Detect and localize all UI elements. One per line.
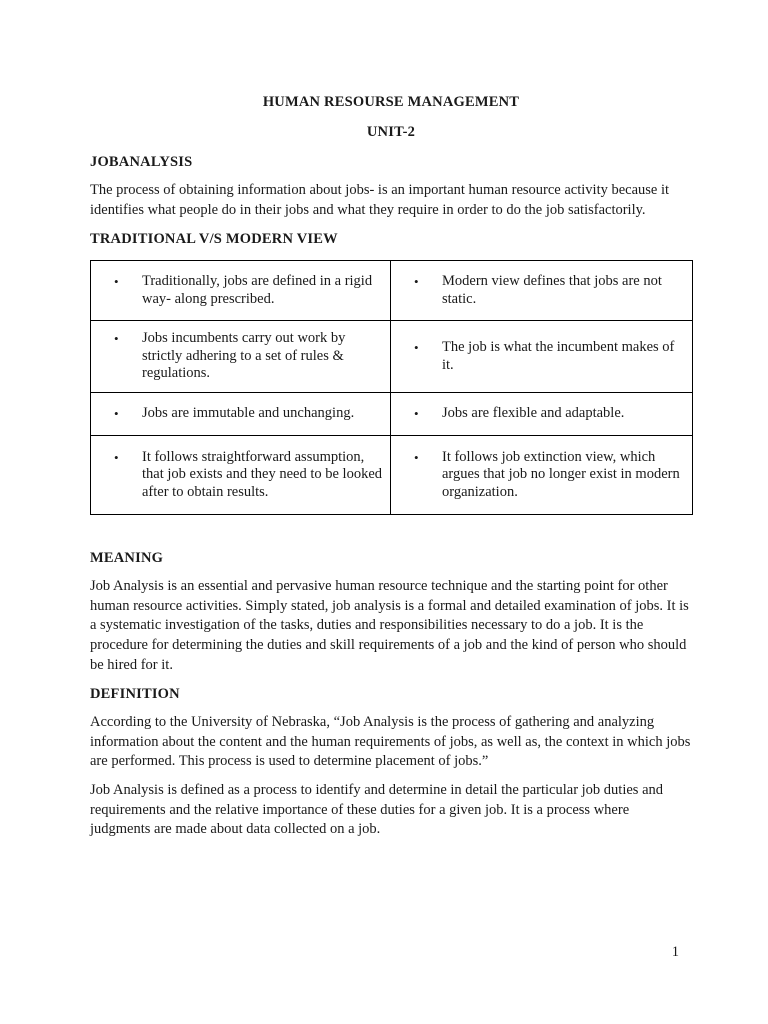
bullet-icon: •	[414, 340, 419, 356]
table-cell-modern	[391, 393, 693, 436]
table-cell-traditional	[91, 393, 391, 436]
bullet-icon: •	[114, 449, 119, 465]
bullet-icon: •	[114, 274, 119, 290]
traditional-view-text: Traditionally, jobs are defined in a rigid way- along prescribed.	[142, 273, 373, 307]
traditional-view-text: Jobs are immutable and unchanging.	[142, 405, 355, 422]
table-row	[91, 321, 693, 393]
table-cell-traditional	[91, 321, 391, 393]
page-content	[90, 92, 692, 840]
document-title: HUMAN RESOURSE MANAGEMENT	[262, 94, 520, 110]
definition-paragraph: According to the University of Nebraska, “Job Analysis is the process of gathering and analyzing information about the content and the human requirements of jobs, as well as, the context in which jobs are performed. This process is used to determine placement of jobs.”	[90, 714, 691, 770]
bullet-icon: •	[414, 274, 419, 290]
unit-title: UNIT-2	[366, 124, 416, 140]
meaning-paragraph: Job Analysis is an essential and pervasive human resource technique and the starting point for other human resource activities. Simply stated, job analysis is a formal and detailed examination of jobs. It is a systematic investigation of the tasks, duties and responsibilities necessary to do a job. It is the procedure for determining the duties and skill requirements of a job and the kind of person who should be hired for it.	[90, 578, 689, 673]
table-cell-traditional	[91, 436, 391, 515]
traditional-vs-modern-heading: TRADITIONAL V/S MODERN VIEW	[90, 231, 338, 248]
job-analysis-paragraph: The process of obtaining information about jobs- is an important human resource activity because it identifies what people do in their jobs and what they require in order to do the job satisfactorily.	[90, 182, 670, 218]
page-number: 1	[671, 944, 679, 960]
table-cell-modern	[391, 321, 693, 393]
traditional-view-text: Jobs incumbents carry out work by strictly adhering to a set of rules & regulations.	[142, 330, 346, 382]
bullet-icon: •	[114, 406, 119, 422]
modern-view-text: Jobs are flexible and adaptable.	[442, 405, 625, 422]
job-analysis-heading: JOBANALYSIS	[90, 154, 193, 170]
table-row	[91, 393, 693, 436]
definition-heading: DEFINITION	[90, 686, 180, 703]
table-cell-modern	[391, 261, 693, 321]
bullet-icon: •	[114, 331, 119, 347]
traditional-view-text: It follows straightforward assumption, that job exists and they need to be looked after to obtain results.	[142, 448, 383, 500]
bullet-icon: •	[414, 449, 419, 465]
meaning-heading: MEANING	[90, 550, 164, 567]
bullet-icon: •	[414, 406, 419, 422]
table-cell-modern	[391, 436, 693, 515]
modern-view-text: The job is what the incumbent makes of it.	[442, 339, 675, 373]
definition-paragraph: Job Analysis is defined as a process to identify and determine in detail the particular job duties and requirements and the relative importance of these duties for a given job. It is a process where judgments are made about data collected on a job.	[90, 781, 664, 838]
table-row	[91, 436, 693, 515]
comparison-table	[90, 260, 693, 515]
table-cell-traditional	[91, 261, 391, 321]
table-row	[91, 261, 693, 321]
modern-view-text: Modern view defines that jobs are not static.	[442, 273, 662, 307]
modern-view-text: It follows job extinction view, which argues that job no longer exist in modern organization.	[442, 448, 680, 500]
